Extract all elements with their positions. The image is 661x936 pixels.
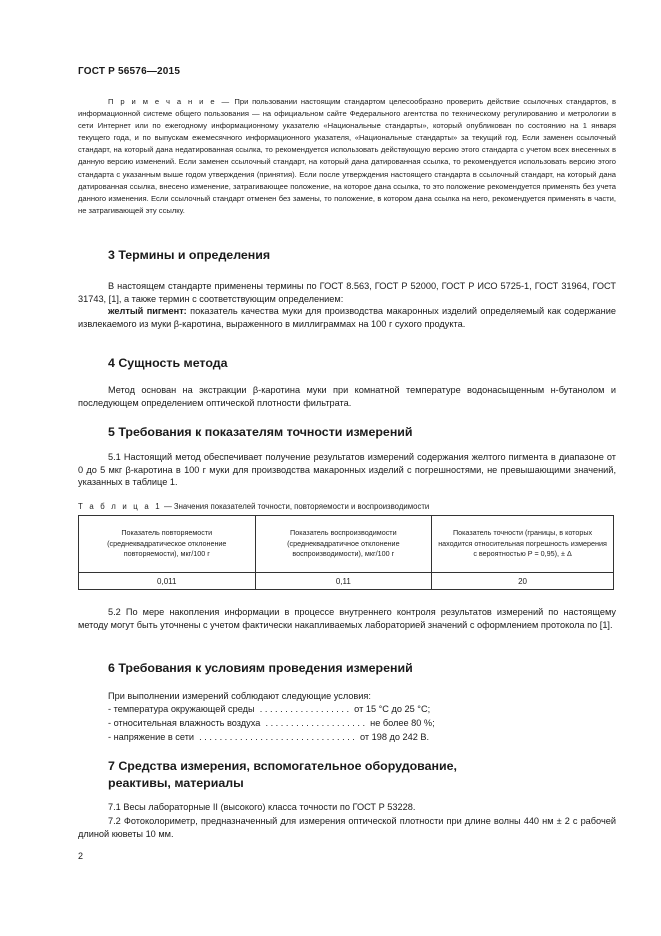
table-header-cell: Показатель воспроизводимости (среднеквадратичное отклонение воспроизводимости), мкг/100 г [255,516,432,573]
table-header-row [79,516,614,573]
table-cell: 0,011 [79,573,256,590]
table-caption-text: — Значения показателей точности, повторяемости и воспроизводимости [161,502,430,511]
section-3-term-definition [78,305,616,330]
condition-item: - напряжение в сети . . . . . . . . . . . . . . . . . . . . . . . . . . . . . . . от 198 до 242 В. [108,732,430,742]
section-4-text: Метод основан на экстракции β-каротина муки при комнатной температуре водонасыщенным н-бутанолом и последующем определением оптической плотности фильтрата. [78,385,616,408]
note-paragraph [78,96,616,217]
condition-item: - температура окружающей среды . . . . . . . . . . . . . . . . . . от 15 °С до 25 °С; [108,704,431,714]
section-7-title-line-1: 7 Средства измерения, вспомогательное оборудование, [108,759,457,773]
section-7-title-line-2: реактивы, материалы [108,776,244,790]
section-5-2-text: 5.2 По мере накопления информации в процессе внутреннего контроля результатов измерений по настоящему методу могут быть уточнены с учетом фактически накапливаемых лабораторией значений с оформлением протокола по [1]. [78,607,616,630]
term-definition: показатель качества муки для производства макаронных изделий определяемый как содержание извлекаемого из муки β-каротина, выраженного в миллиграммах на 100 г сухого продукта. [78,306,616,329]
section-7-2-text: 7.2 Фотоколориметр, предназначенный для измерения оптической плотности при длине волны 440 нм ± 2 с рабочей длиной кюветы 10 мм. [78,816,616,839]
section-3-title: 3 Термины и определения [108,248,271,262]
table-cell: 20 [432,573,614,590]
section-3-intro: В настоящем стандарте применены термины по ГОСТ 8.563, ГОСТ Р 52000, ГОСТ Р ИСО 5725-1, ГОСТ 31964, ГОСТ 31743, [1], а также термин с соответствующим определением: [78,281,616,304]
section-7-1-text: 7.1 Весы лабораторные II (высокого) класса точности по ГОСТ Р 53228. [108,802,416,812]
term-label: желтый пигмент: [108,306,187,316]
section-5-title: 5 Требования к показателям точности измерений [108,425,413,439]
accuracy-table [78,515,614,590]
table-caption-lead: Т а б л и ц а 1 [78,502,162,511]
section-5-1-text: 5.1 Настоящий метод обеспечивает получение результатов измерений содержания желтого пигмента в диапазоне от 0 до 5 мкг β-каротина в 100 г муки для производства макаронных изделий с погрешностями, не превышающими значений, указанных в таблице 1. [78,452,616,487]
page-number: 2 [78,851,84,861]
note-text: При пользовании настоящим стандартом целесообразно проверить действие ссылочных стандартов, в информационной системе общего пользования — на официальном сайте Федерального агентства по техническому регулированию и метрологии в сети Интернет или по ежегодному информационному указателю «Национальные стандарты», который опубликован по состоянию на 1 января текущего года, и по выпускам ежемесячного информационного указателя, «Национальные стандарты» за текущий год. Если заменен ссылочный стандарт, на который дана недатированная ссылка, то рекомендуется использовать действующую версию этого стандарта с учетом всех внесенных в данную версию изменений. Если заменен ссылочный стандарт, на который дана датированная ссылка, то рекомендуется использовать версию этого стандарта с указанным выше годом утверждения (принятия). Если после утверждения настоящего стандарта в ссылочный стандарт, на который дана датированная ссылка, внесено изменение, затрагивающее положение, на которое дана ссылка, то это положение рекомендуется применять без учета данного изменения. Если ссылочный стандарт отменен без замены, то положение, в котором дана ссылка на него, рекомендуется применять в части, не затрагивающей эту ссылку. [78,97,616,215]
table-row [79,573,614,590]
section-6-title: 6 Требования к условиям проведения измерений [108,661,413,675]
document-header: ГОСТ Р 56576—2015 [78,66,181,77]
section-6-intro: При выполнении измерений соблюдают следующие условия: [108,691,371,701]
table-cell: 0,11 [255,573,432,590]
condition-item: - относительная влажность воздуха . . . . . . . . . . . . . . . . . . . . не более 80 %; [108,718,435,728]
table-caption [78,502,429,511]
note-lead: П р и м е ч а н и е — [108,97,231,106]
table-header-cell: Показатель повторяемости (среднеквадратическое отклонение повторяемости), мкг/100 г [79,516,256,573]
table-header-cell: Показатель точности (границы, в которых находится относительная погрешность измерения с вероятностью P = 0,95), ± Δ [432,516,614,573]
section-4-title: 4 Сущность метода [108,356,228,370]
